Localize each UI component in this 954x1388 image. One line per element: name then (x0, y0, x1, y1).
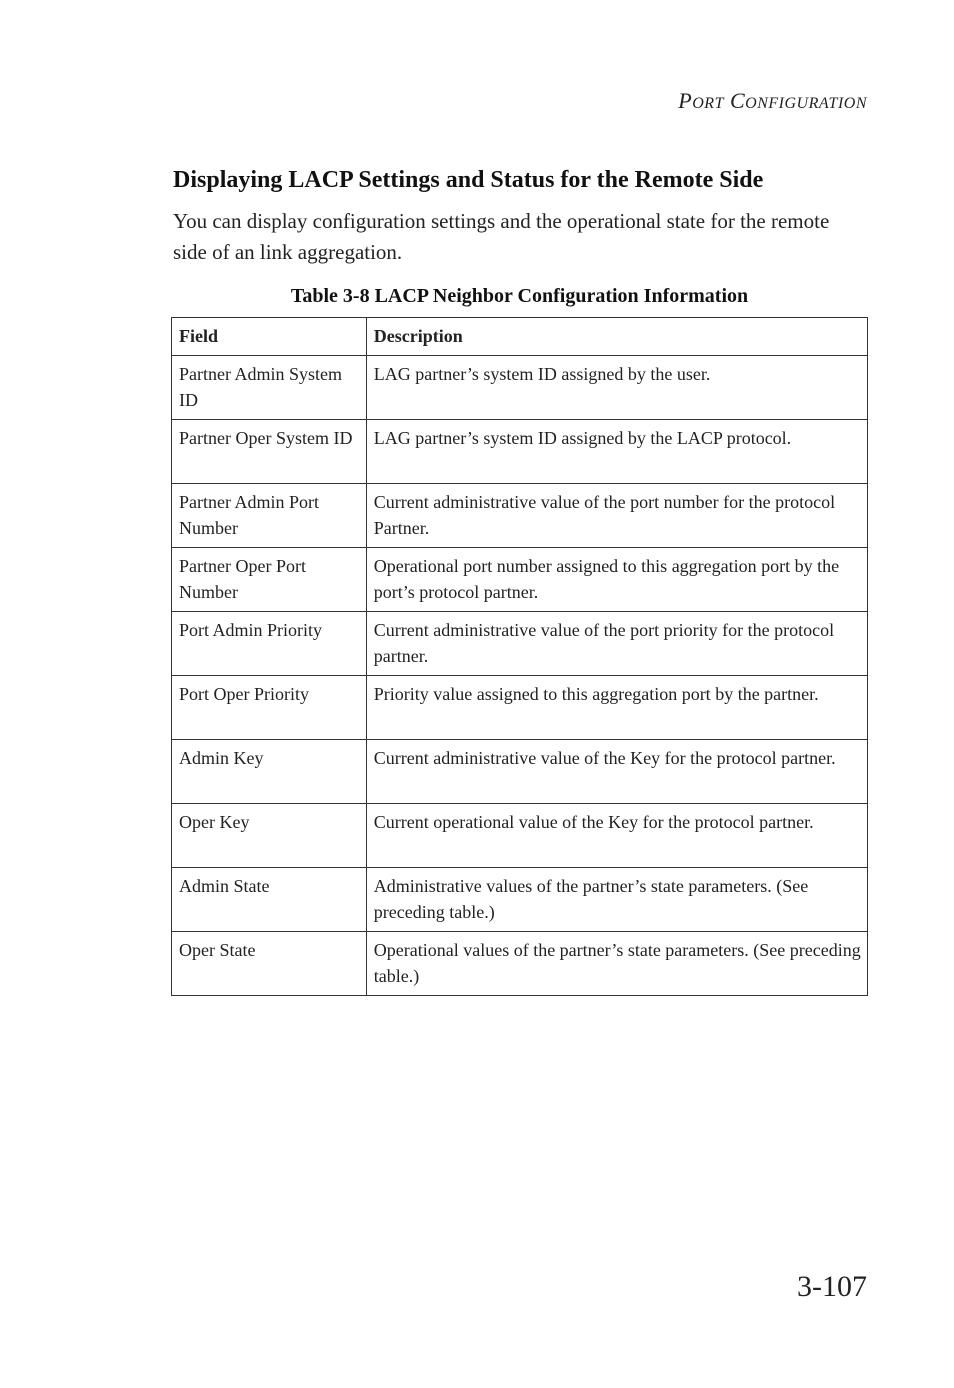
column-header-field: Field (172, 318, 367, 356)
running-header-p: P (678, 88, 693, 113)
column-header-description: Description (366, 318, 867, 356)
table-header-row (172, 318, 868, 356)
field-cell: Oper Key (172, 804, 367, 868)
field-cell: Port Oper Priority (172, 676, 367, 740)
description-cell: Current administrative value of the port number for the protocol Partner. (366, 484, 867, 548)
field-cell: Partner Oper Port Number (172, 548, 367, 612)
description-cell: LAG partner’s system ID assigned by the user. (366, 356, 867, 420)
description-cell: Current operational value of the Key for the protocol partner. (366, 804, 867, 868)
running-header (678, 88, 867, 114)
table-row (172, 420, 868, 484)
description-cell: Operational values of the partner’s state parameters. (See preceding table.) (366, 932, 867, 996)
description-cell: Operational port number assigned to this aggregation port by the port’s protocol partner. (366, 548, 867, 612)
table-row (172, 804, 868, 868)
table-row (172, 932, 868, 996)
lacp-neighbor-table (171, 317, 868, 996)
field-cell: Partner Admin System ID (172, 356, 367, 420)
table-caption: Table 3-8 LACP Neighbor Configuration Information (290, 285, 749, 307)
page-number: 3-107 (797, 1270, 867, 1303)
field-cell: Oper State (172, 932, 367, 996)
table-row (172, 356, 868, 420)
description-cell: Current administrative value of the port priority for the protocol partner. (366, 612, 867, 676)
section-heading: Displaying LACP Settings and Status for the Remote Side (173, 167, 764, 193)
table-row (172, 484, 868, 548)
table-row (172, 740, 868, 804)
field-cell: Partner Oper System ID (172, 420, 367, 484)
field-cell: Admin Key (172, 740, 367, 804)
running-header-onfiguration: ONFIGURATION (745, 95, 867, 112)
description-cell: Administrative values of the partner’s state parameters. (See preceding table.) (366, 868, 867, 932)
field-cell: Admin State (172, 868, 367, 932)
table-row (172, 868, 868, 932)
table-row (172, 612, 868, 676)
field-cell: Partner Admin Port Number (172, 484, 367, 548)
table-row (172, 676, 868, 740)
description-cell: LAG partner’s system ID assigned by the LACP protocol. (366, 420, 867, 484)
intro-paragraph: You can display configuration settings and the operational state for the remote side of an link aggregation. (173, 209, 830, 264)
running-header-c: C (729, 88, 746, 113)
description-cell: Priority value assigned to this aggregation port by the partner. (366, 676, 867, 740)
table-row (172, 548, 868, 612)
field-cell: Port Admin Priority (172, 612, 367, 676)
running-header-ort: ORT (692, 95, 724, 112)
description-cell: Current administrative value of the Key for the protocol partner. (366, 740, 867, 804)
